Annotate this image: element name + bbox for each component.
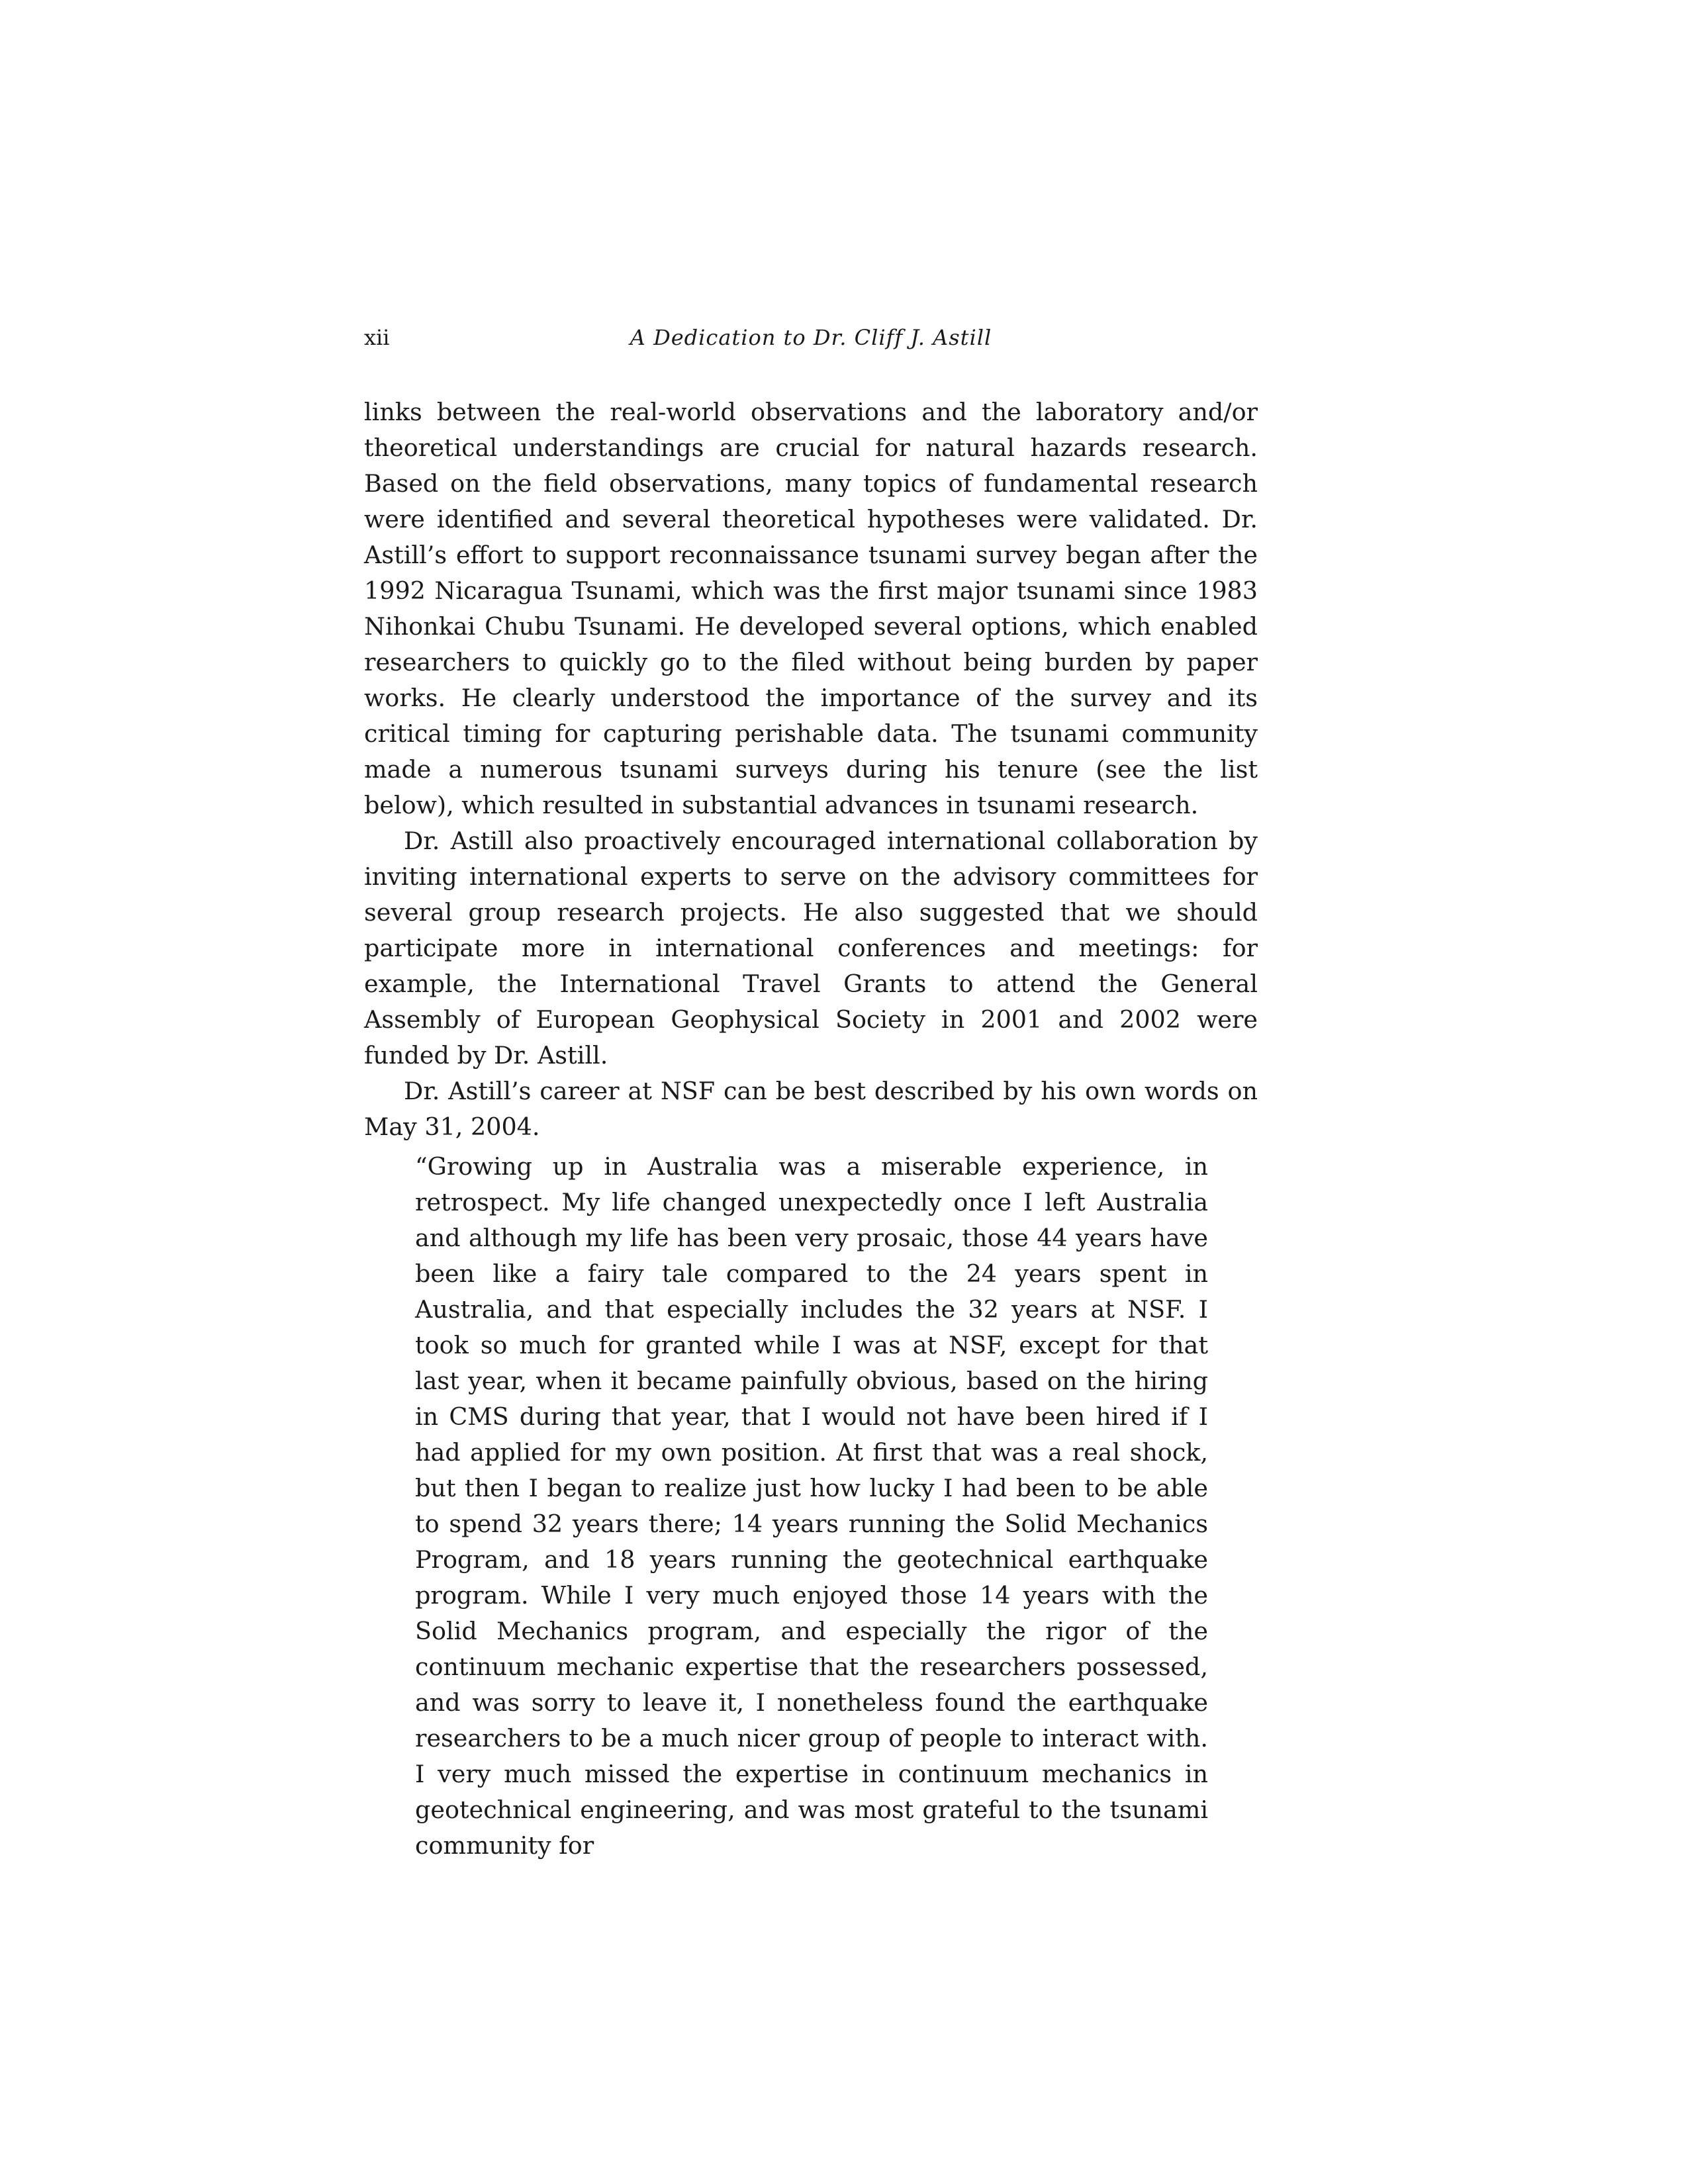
block-quote: “Growing up in Australia was a miserable experience, in retrospect. My life changed unexpectedly once I left Australia and although my life has been very prosaic, those 44 years have been like a fairy tale compared to the 24 years spent in Australia, and that especially includes the 32 years at NSF. I took so much for granted while I was at NSF, except for that last year, when it became painfully obvious, based on the hiring in CMS during that year, that I would not have been hired if I had applied for my own position. At first that was a real shock, but then I began to realize just how lucky I had been to be able to spend 32 years there; 14 years running the Solid Mechanics Program, and 18 years running the geotechnical earthquake program. While I very much enjoyed those 14 years with the Solid Mechanics program, and especially the rigor of the continuum mechanic expertise that the researchers possessed, and was sorry to leave it, I nonetheless found the earthquake researchers to be a much nicer group of people to interact with. I very much missed the expertise in continuum mechanics in geotechnical engineering, and was most grateful to the tsunami community for [415, 1152, 1208, 1860]
page-number: xii [364, 325, 390, 350]
running-title: A Dedication to Dr. Cliff J. Astill [630, 325, 992, 350]
running-head [364, 322, 1258, 353]
body-text [364, 394, 1258, 1145]
paragraph: Dr. Astill’s career at NSF can be best described by his own words on May 31, 2004. [364, 1077, 1258, 1141]
paragraph: Dr. Astill also proactively encouraged international collaboration by inviting international experts to serve on the advisory committees for several group research projects. He also suggested that we should participate more in international conferences and meetings: for example, the International Travel Grants to attend the General Assembly of European Geophysical Society in 2001 and 2002 were funded by Dr. Astill. [364, 827, 1258, 1069]
paragraph: links between the real-world observations and the laboratory and/or theoretical understandings are crucial for natural hazards research. Based on the field observations, many topics of fundamental research were identified and several theoretical hypotheses were validated. Dr. Astill’s effort to support reconnaissance tsunami survey began after the 1992 Nicaragua Tsunami, which was the first major tsunami since 1983 Nihonkai Chubu Tsunami. He developed several options, which enabled researchers to quickly go to the filed without being burden by paper works. He clearly understood the importance of the survey and its critical timing for capturing perishable data. The tsunami community made a numerous tsunami surveys during his tenure (see the list below), which resulted in substantial advances in tsunami research. [364, 398, 1258, 819]
